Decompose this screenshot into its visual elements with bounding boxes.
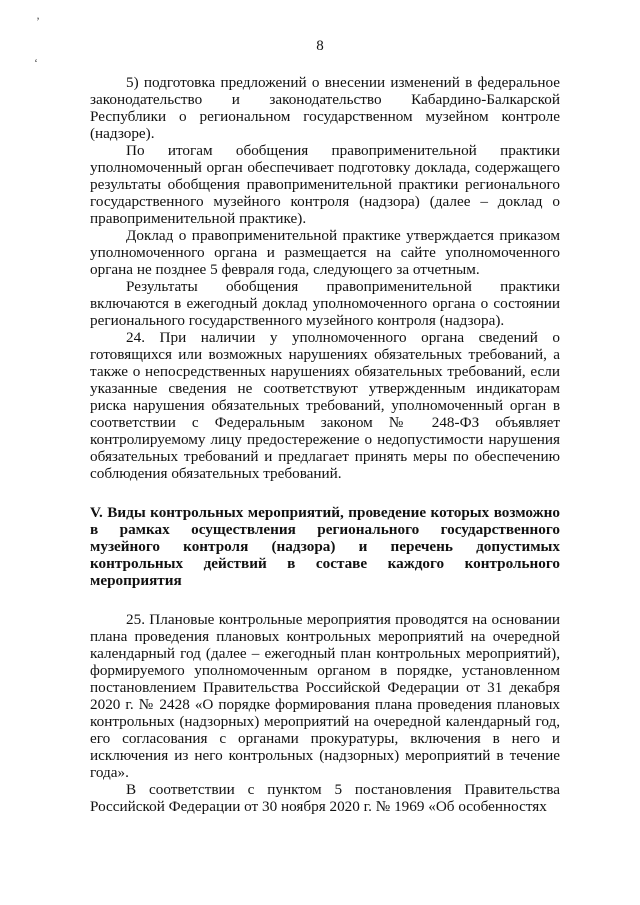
paragraph-report-inclusion: Результаты обобщения правоприменительной практики включаются в ежегодный доклад уполномоченного органа о состоянии регионального государственного музейного контроля (надзора).: [90, 278, 560, 329]
paragraph-report-preparation: По итогам обобщения правоприменительной практики уполномоченный орган обеспечивает подготовку доклада, содержащего результаты обобщения правоприменительной практики регионального государственного музейного контроля (надзора) (далее – доклад о правоприменительной практике).: [90, 142, 560, 227]
paragraph-item-5: 5) подготовка предложений о внесении изменений в федеральное законодательство и законодательство Кабардино-Балкарской Республики о региональном государственном музейном контроле (надзоре).: [90, 74, 560, 142]
page-number: 8: [316, 38, 324, 54]
section-heading: V. Виды контрольных мероприятий, проведение которых возможно в рамках осуществления регионального государственного музейного контроля (надзора) и перечень допустимых контрольных действий в составе каждого контрольного мероприятия: [90, 504, 560, 589]
section-spacer-after: [90, 589, 560, 611]
paragraph-report-approval: Доклад о правоприменительной практике утверждается приказом уполномоченного органа и размещается на сайте уполномоченного органа не позднее 5 февраля года, следующего за отчетным.: [90, 227, 560, 278]
section-spacer: [90, 482, 560, 504]
document-body: [90, 74, 560, 815]
paragraph-25: 25. Плановые контрольные мероприятия проводятся на основании плана проведения плановых контрольных мероприятий на очередной календарный год (далее – ежегодный план контрольных мероприятий), формируемого уполномоченным органом в порядке, установленном постановлением Правительства Российской Федерации от 31 декабря 2020 г. № 2428 «О порядке формирования плана проведения плановых контрольных (надзорных) мероприятий на очередной календарный год, его согласования с органами прокуратуры, включения в него и исключения из него контрольных (надзорных) мероприятий в течение года».: [90, 611, 560, 781]
paragraph-24: 24. При наличии у уполномоченного органа сведений о готовящихся или возможных нарушениях обязательных требований, а также о непосредственных нарушениях обязательных требований, если указанные сведения не соответствуют утвержденным индикаторам риска нарушения обязательных требований, уполномоченный орган в соответствии с Федеральным законом № 248-ФЗ объявляет контролируемому лицу предостережение о недопустимости нарушения обязательных требований и предлагает принять меры по обеспечению соблюдения обязательных требований.: [90, 329, 560, 482]
paragraph-resolution-1969: В соответствии с пунктом 5 постановления Правительства Российской Федерации от 30 ноября 2020 г. № 1969 «Об особенностях: [90, 781, 560, 815]
scan-mark-second: ‘: [34, 56, 38, 70]
scan-mark-top: ’: [36, 14, 40, 28]
